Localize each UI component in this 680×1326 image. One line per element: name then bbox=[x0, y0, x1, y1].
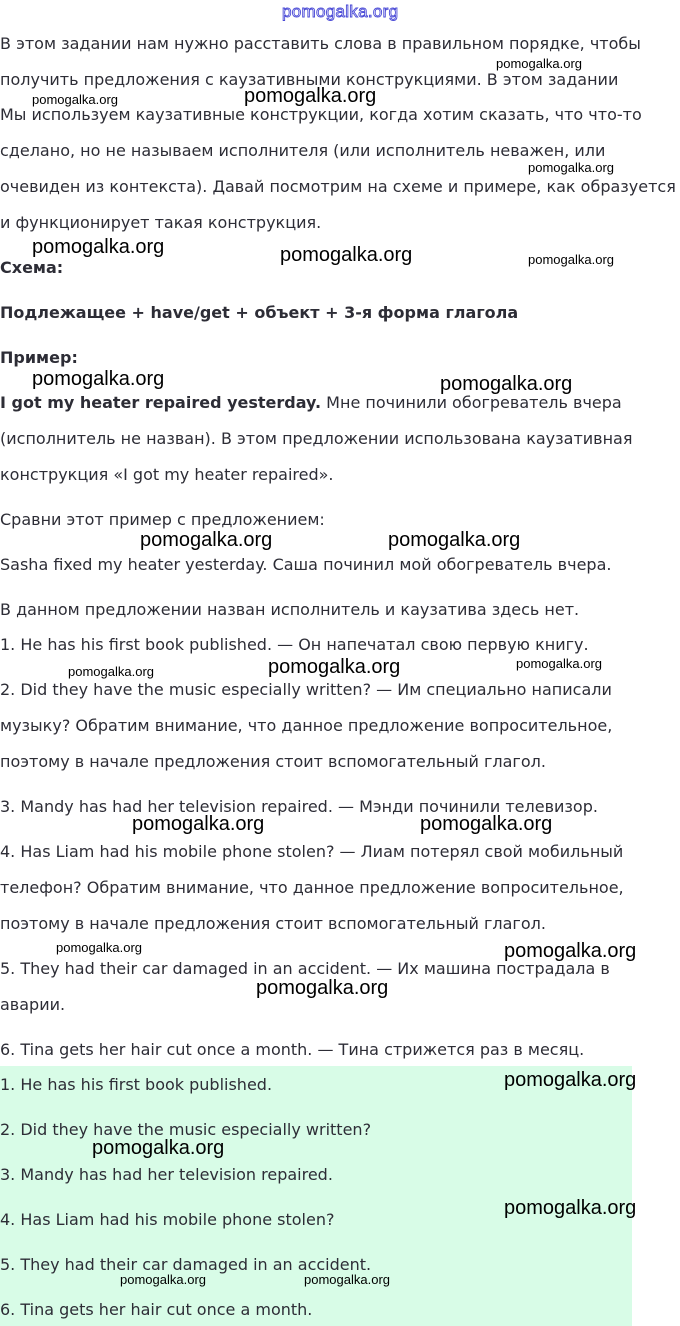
watermark: pomogalka.org bbox=[504, 1069, 637, 1091]
answer-item: 4. Has Liam had his mobile phone stolen? bbox=[0, 1210, 335, 1229]
example-translation: Мне починили обогреватель вчера bbox=[321, 393, 622, 412]
example-label: Пример: bbox=[0, 348, 78, 367]
answer-item: 6. Tina gets her hair cut once a month. bbox=[0, 1300, 313, 1319]
example-line: конструкция «I got my heater repaired». bbox=[0, 465, 334, 484]
watermark: pomogalka.org bbox=[244, 85, 377, 107]
explanation-item: 5. They had their car damaged in an accident. — Их машина пострадала в bbox=[0, 959, 610, 978]
answer-item: 2. Did they have the music especially written? bbox=[0, 1120, 372, 1139]
intro-line: и функционирует такая конструкция. bbox=[0, 213, 322, 232]
watermark: pomogalka.org bbox=[420, 813, 553, 835]
watermark: pomogalka.org bbox=[32, 236, 165, 258]
explanation-item: поэтому в начале предложения стоит вспомогательный глагол. bbox=[0, 914, 546, 933]
explanation-item: 1. He has his first book published. — Он напечатал свою первую книгу. bbox=[0, 635, 589, 654]
watermark: pomogalka.org bbox=[304, 1272, 390, 1287]
intro-line: Мы используем каузативные конструкции, когда хотим сказать, что что-то bbox=[0, 105, 642, 124]
watermark: pomogalka.org bbox=[32, 92, 118, 107]
intro-line: очевиден из контекста). Давай посмотрим на схеме и примере, как образуется bbox=[0, 177, 676, 196]
explanation-item: музыку? Обратим внимание, что данное предложение вопросительное, bbox=[0, 716, 613, 735]
watermark: pomogalka.org bbox=[132, 813, 265, 835]
explanation-item: телефон? Обратим внимание, что данное предложение вопросительное, bbox=[0, 878, 624, 897]
explanation-item: поэтому в начале предложения стоит вспомогательный глагол. bbox=[0, 752, 546, 771]
answer-item: 3. Mandy has had her television repaired. bbox=[0, 1165, 333, 1184]
explanation-item: 2. Did they have the music especially written? — Им специально написали bbox=[0, 680, 612, 699]
watermark: pomogalka.org bbox=[32, 368, 165, 390]
example-line: (исполнитель не назван). В этом предложении использована каузативная bbox=[0, 429, 633, 448]
watermark: pomogalka.org bbox=[256, 977, 389, 999]
watermark: pomogalka.org bbox=[388, 529, 521, 551]
watermark: pomogalka.org bbox=[92, 1137, 225, 1159]
watermark: pomogalka.org bbox=[68, 664, 154, 679]
intro-line: В этом задании нам нужно расставить слова в правильном порядке, чтобы bbox=[0, 34, 641, 53]
watermark: pomogalka.org bbox=[140, 529, 273, 551]
compare-sentence: Sasha fixed my heater yesterday. Саша починил мой обогреватель вчера. bbox=[0, 555, 612, 574]
site-logo[interactable]: pomogalka.org bbox=[282, 2, 399, 21]
watermark: pomogalka.org bbox=[528, 160, 614, 175]
watermark: pomogalka.org bbox=[440, 373, 573, 395]
watermark: pomogalka.org bbox=[528, 252, 614, 267]
watermark: pomogalka.org bbox=[504, 1197, 637, 1219]
example-sentence: I got my heater repaired yesterday. bbox=[0, 393, 322, 412]
watermark: pomogalka.org bbox=[516, 656, 602, 671]
scheme-label: Схема: bbox=[0, 258, 64, 277]
answer-item: 5. They had their car damaged in an accident. bbox=[0, 1255, 372, 1274]
explanation-item: аварии. bbox=[0, 995, 66, 1014]
explanation-item: 4. Has Liam had his mobile phone stolen? — Лиам потерял свой мобильный bbox=[0, 842, 624, 861]
intro-line: получить предложения с каузативными конструкциями. В этом задании bbox=[0, 70, 619, 89]
watermark: pomogalka.org bbox=[268, 656, 401, 678]
explanation-item: 3. Mandy has had her television repaired. — Мэнди починили телевизор. bbox=[0, 797, 598, 816]
scheme-formula: Подлежащее + have/get + объект + 3-я форма глагола bbox=[0, 303, 519, 322]
watermark: pomogalka.org bbox=[120, 1272, 206, 1287]
compare-note: В данном предложении назван исполнитель и каузатива здесь нет. bbox=[0, 600, 580, 619]
watermark: pomogalka.org bbox=[56, 940, 142, 955]
answer-item: 1. He has his first book published. bbox=[0, 1075, 273, 1094]
watermark: pomogalka.org bbox=[496, 56, 582, 71]
intro-line: сделано, но не называем исполнителя (или исполнитель неважен, или bbox=[0, 141, 606, 160]
compare-intro: Сравни этот пример с предложением: bbox=[0, 510, 325, 529]
watermark: pomogalka.org bbox=[280, 244, 413, 266]
explanation-item: 6. Tina gets her hair cut once a month. — Тина стрижется раз в месяц. bbox=[0, 1040, 585, 1059]
watermark: pomogalka.org bbox=[504, 940, 637, 962]
